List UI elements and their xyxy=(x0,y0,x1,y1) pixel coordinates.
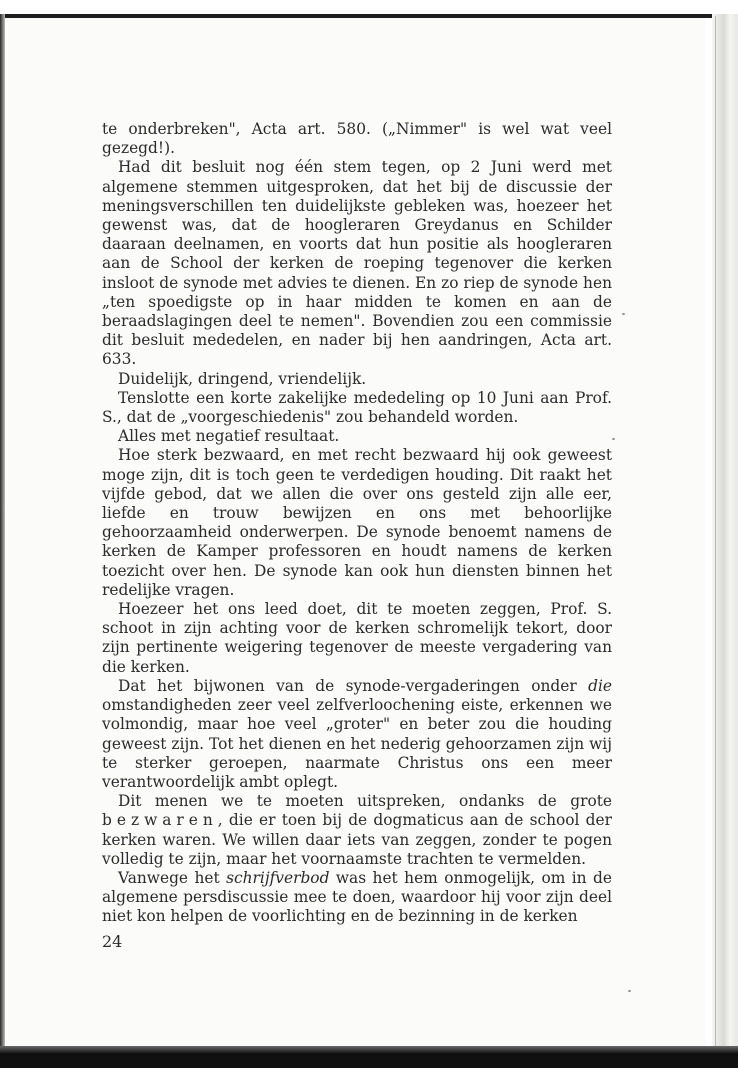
paragraph-9-end: , die er toen bij de dogmaticus aan de school der kerken waren. We willen daar iets van zeggen, zonder te pogen volledig te zijn, maar het voornaamste trachten te vermelden. xyxy=(102,811,612,868)
paragraph-6: Hoe sterk bezwaard, en met recht bezwaard hij ook geweest moge zijn, dit is toch geen te verdedigen houding. Dit raakt het vijfde gebod, dat we allen die over ons gesteld zijn alle eer, liefde en trouw bewijzen en ons met behoorlijke gehoorzaamheid onderwerpen. De synode benoemt namens de kerken de Kamper professoren en houdt namens de kerken toezicht over hen. De synode kan ook hun diensten binnen het redelijke vragen. xyxy=(102,446,612,599)
paragraph-4: Tenslotte een korte zakelijke mededeling op 10 Juni aan Prof. S., dat de „voorgeschiedenis" zou behandeld worden. xyxy=(102,388,612,427)
paragraph-9-start: Dit menen we te moeten uitspreken, ondanks de grote xyxy=(118,792,612,811)
paragraph-1: te onderbreken", Acta art. 580. („Nimmer" is wel wat veel gezegd!). xyxy=(102,120,612,158)
scan-edge-left xyxy=(0,14,5,1054)
paragraph-2: Had dit besluit nog één stem tegen, op 2 Juni werd met algemene stemmen uitgesproken, dat het bij de discussie der meningsverschillen ten duidelijkste gebleken was, hoezeer het gewenst was, dat de hoogleraren Greydanus en Schilder daaraan deelnamen, en voorts dat hun positie als hoogleraren aan de School der kerken de roeping tegenover die kerken insloot de synode met advies te dienen. En zo riep de synode hen „ten spoedigste op in haar midden te komen en aan de beraadslagingen deel te nemen". Bovendien zou een commissie dit besluit mededelen, en nader bij hen aandringen, Acta art. 633. xyxy=(102,158,612,369)
paragraph-9 xyxy=(102,792,612,869)
page-edge-line xyxy=(715,16,716,1050)
paragraph-10-start: Vanwege het xyxy=(118,868,227,887)
paragraph-10-emphasis: schrijfverbod xyxy=(226,868,330,887)
paragraph-8 xyxy=(102,677,612,792)
dust-speck xyxy=(622,313,625,315)
dust-speck xyxy=(628,990,631,992)
scan-edge-bottom xyxy=(0,1046,738,1068)
dust-speck xyxy=(612,438,615,440)
paragraph-8-start: Dat het bijwonen van de synode-vergaderingen onder xyxy=(118,676,589,695)
paragraph-9-spaced: bezwaren xyxy=(102,811,218,830)
paragraph-8-end: omstandigheden zeer veel zelfverloochening eiste, erkennen we volmondig, maar hoe veel „groter" en beter zou die houding geweest zijn. Tot het dienen en het nederig gehoorzamen zijn wij te sterker geroepen, naarmate Christus ons een meer verantwoordelijk ambt oplegt. xyxy=(102,696,612,791)
paragraph-10 xyxy=(102,869,612,927)
page-number: 24 xyxy=(102,932,123,951)
paragraph-5: Alles met negatief resultaat. xyxy=(118,427,340,446)
paragraph-3: Duidelijk, dringend, vriendelijk. xyxy=(118,369,367,388)
body-text xyxy=(102,120,612,927)
paragraph-7: Hoezeer het ons leed doet, dit te moeten zeggen, Prof. S. schoot in zijn achting voor de kerken schromelijk tekort, door zijn pertinente weigering tegenover de meeste vergadering van die kerken. xyxy=(102,600,612,676)
paragraph-8-emphasis: die xyxy=(588,676,612,695)
paragraph-10-end: was het hem onmogelijk, om in de algemene persdiscussie mee te doen, waardoor hij voor zijn deel niet kon helpen de voorlichting en de bezinning in de kerken xyxy=(102,868,612,926)
